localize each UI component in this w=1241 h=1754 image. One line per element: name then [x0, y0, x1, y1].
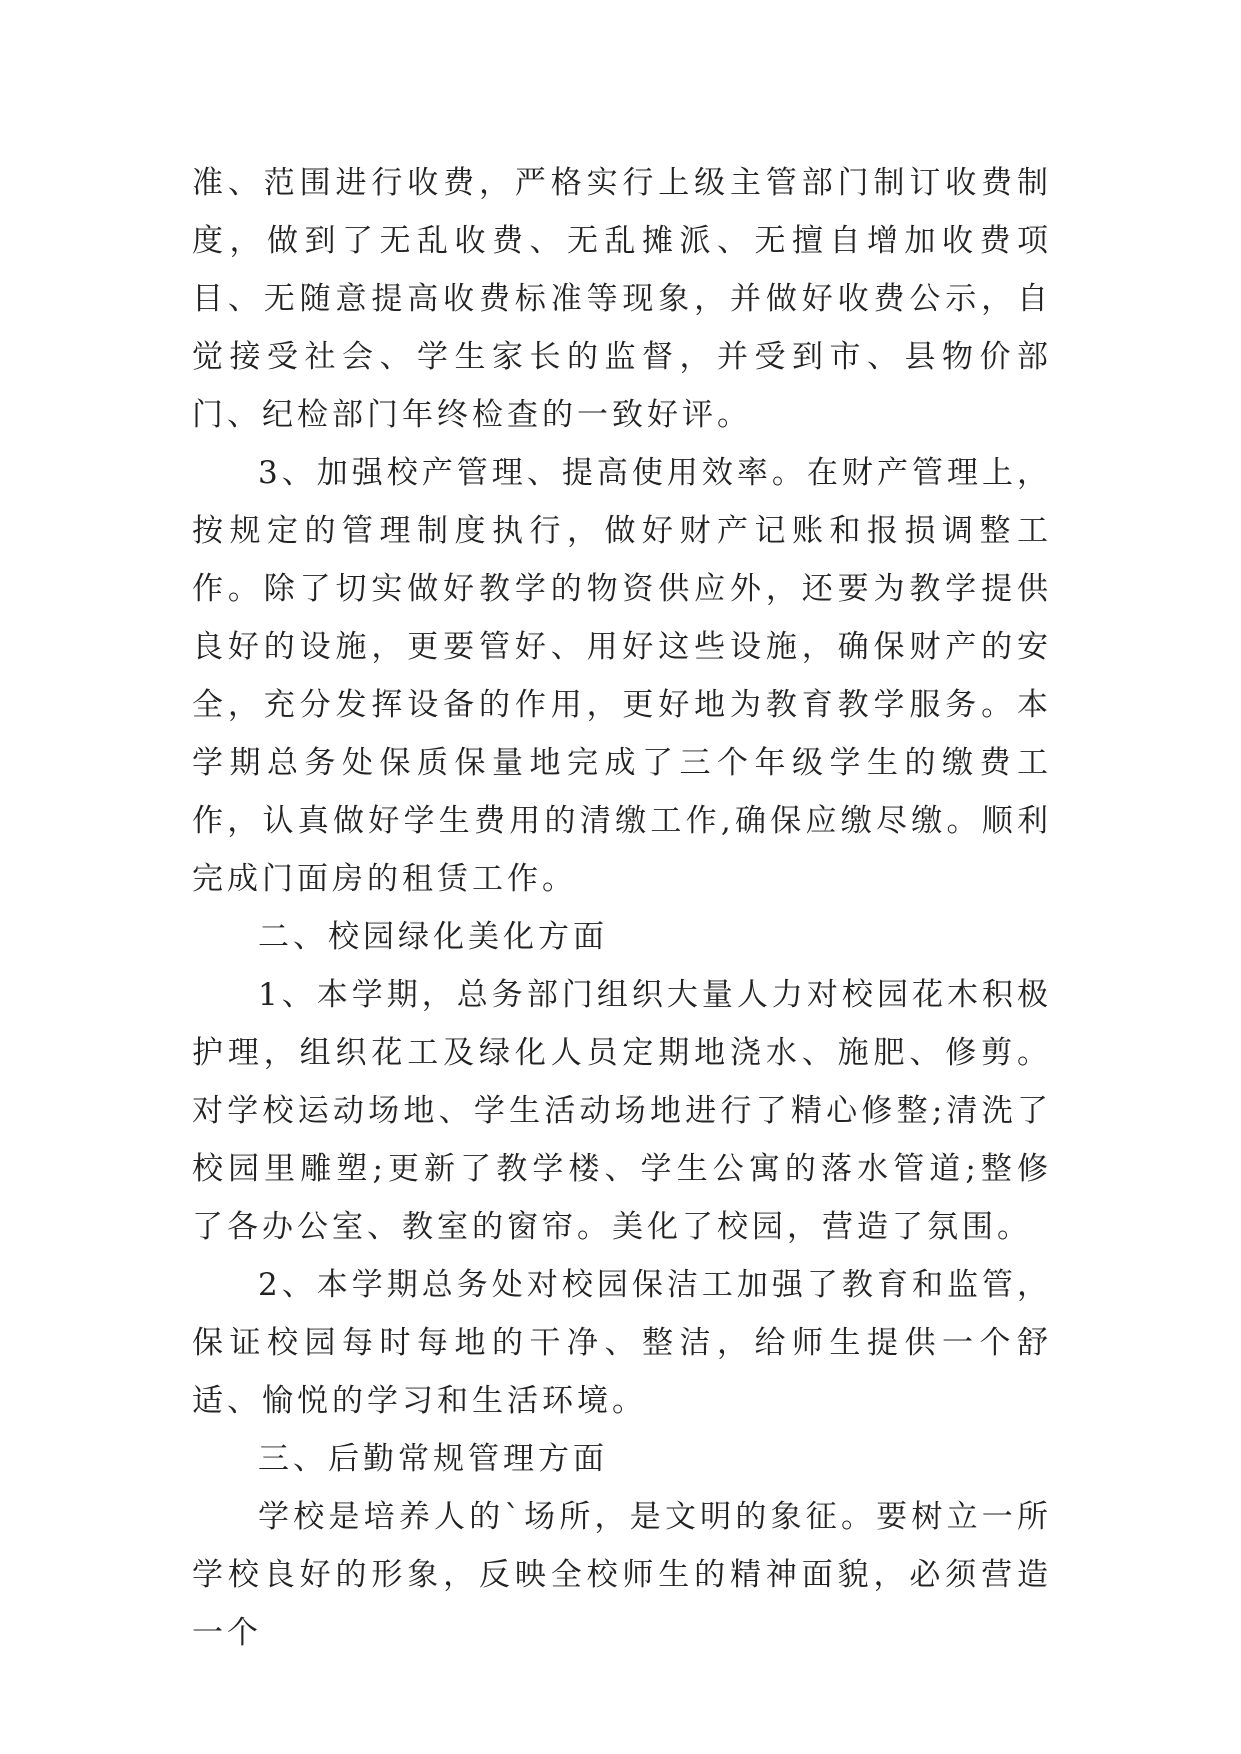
section-heading-campus-greening: 二、校园绿化美化方面	[258, 919, 608, 955]
paragraph-greening-item-2: 2、本学期总务处对校园保洁工加强了教育和监管，保证校园每时每地的干净、整洁，给师生提供一个舒适、愉悦的学习和生活环境。	[192, 1267, 1052, 1419]
paragraph-logistics-intro: 学校是培养人的`场所，是文明的象征。要树立一所学校良好的形象，反映全校师生的精神面貌，必须营造一个	[192, 1499, 1052, 1651]
paragraph-greening-item-1: 1、本学期，总务部门组织大量人力对校园花木积极护理，组织花工及绿化人员定期地浇水、施肥、修剪。对学校运动场地、学生活动场地进行了精心修整;清洗了校园里雕塑;更新了教学楼、学生公寓的落水管道;整修了各办公室、教室的窗帘。美化了校园，营造了氛围。	[192, 977, 1052, 1245]
paragraph-fee-management-continued: 准、范围进行收费，严格实行上级主管部门制订收费制度，做到了无乱收费、无乱摊派、无擅自增加收费项目、无随意提高收费标准等现象，并做好收费公示，自觉接受社会、学生家长的监督，并受到市、县物价部门、纪检部门年终检查的一致好评。	[192, 165, 1052, 433]
paragraph-school-property-management: 3、加强校产管理、提高使用效率。在财产管理上，按规定的管理制度执行，做好财产记账和报损调整工作。除了切实做好教学的物资供应外，还要为教学提供良好的设施，更要管好、用好这些设施，确保财产的安全，充分发挥设备的作用，更好地为教育教学服务。本学期总务处保质保量地完成了三个年级学生的缴费工作，认真做好学生费用的清缴工作,确保应缴尽缴。顺利完成门面房的租赁工作。	[192, 455, 1052, 897]
document-body	[192, 154, 1052, 1662]
section-heading-logistics-management: 三、后勤常规管理方面	[258, 1441, 608, 1477]
